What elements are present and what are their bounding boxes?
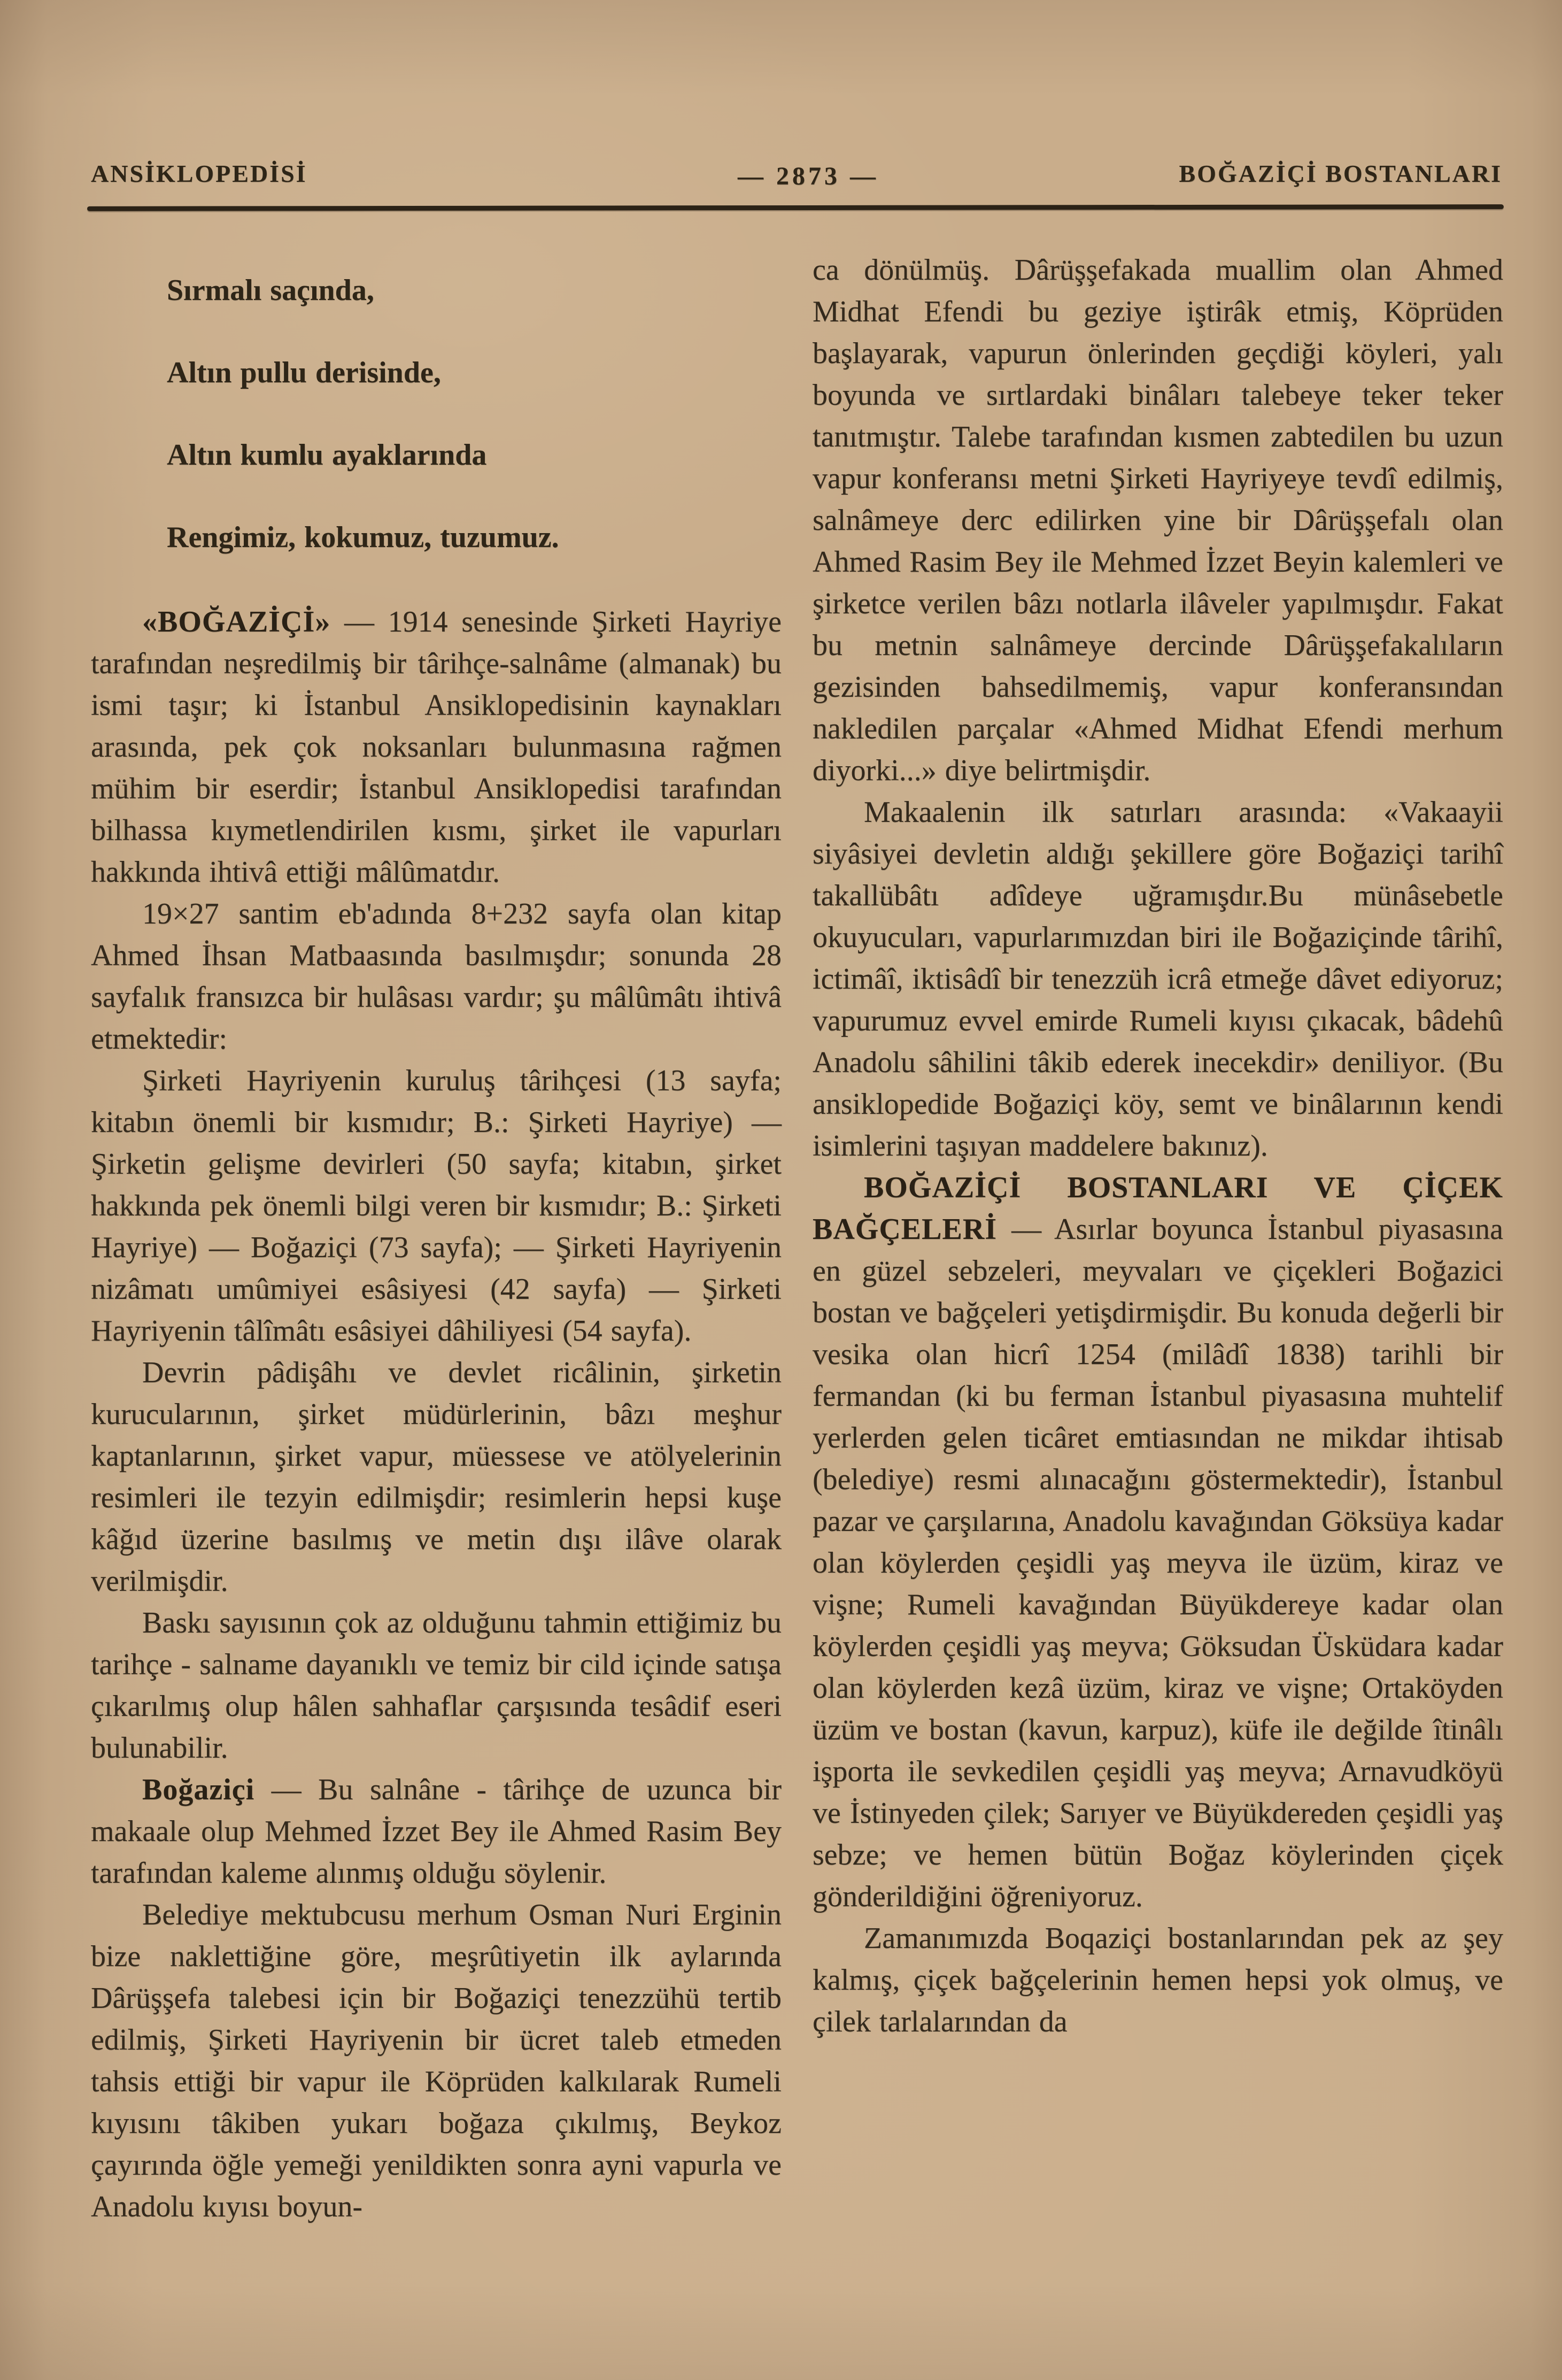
paragraph [91, 1352, 782, 1602]
paragraph-text: Zamanımızda Boqaziçi bostanlarından pek az şey kalmış, çiçek bağçelerinin hemen hepsi yok olmuş, ve çilek tarlalarından da [813, 1922, 1503, 2038]
paragraph-text: — Asırlar boyunca İstanbul piyasasına en güzel sebzeleri, meyvaları ve çiçekleri Boğazici bostan ve bağçeleri yetişdirmişdir. Bu konuda değerli bir vesika olan hicrî 1254 (milâdî 1838) tarihli bir fermandan (ki bu ferman İstanbul piyasasına muhtelif yerlerden gelen ticâret emtiasından ne mikdar ihtisab (belediye) resmi alınacağını göstermektedir), İstanbul pazar ve çarşılarına, Anadolu kavağından Göksüya kadar olan köylerden çeşidli yaş meyva ile üzüm, kiraz ve vişne; Rumeli kavağından Büyükdereye kadar olan köylerden çeşidli yaş meyva; Göksudan Üsküdara kadar olan köylerden kezâ üzüm, kiraz ve vişne; Ortaköyden üzüm ve bostan (kavun, karpuz), küfe ile değilde îtinâlı işporta ile sevkedilen çeşidli yaş meyva; Arnavudköyü ve İstinyeden çilek; Sarıyer ve Büyükdereden çeşidli yaş sebze; ve hemen bütün Boğaz köylerinden çiçek gönderildiğini öğreniyoruz. [813, 1213, 1503, 1913]
paragraph [91, 1894, 782, 2228]
paragraph-text: Şirketi Hayriyenin kuruluş târihçesi (13 sayfa; kitabın önemli bir kısmıdır; B.: Şirketi Hayriye) — Şirketin gelişme devirleri (50 sayfa; kitabın, şirket hakkında pek önemli bilgi veren bir kısmıdır; B.: Şirketi Hayriye) — Boğaziçi (73 sayfa); — Şirketi Hayriyenin nizâmatı umûmiyei esâsiyesi (42 sayfa) — Şirketi Hayriyenin tâlîmâtı esâsiyei dâhiliyesi (54 sayfa). [91, 1064, 782, 1347]
paragraph-text: — Bu salnâne - târihçe de uzunca bir makaale olup Mehmed İzzet Bey ile Ahmed Rasim Bey tarafından kaleme alınmış olduğu söylenir. [91, 1773, 782, 1890]
paragraph-text: 19×27 santim eb'adında 8+232 sayfa olan kitap Ahmed İhsan Matbaasında basılmışdır; sonunda 28 sayfalık fransızca bir hulâsası vardır; şu mâlûmâtı ihtivâ etmektedir: [91, 897, 782, 1056]
verse-line: Sırmalı saçında, [167, 274, 374, 307]
paragraph-text: ca dönülmüş. Dârüşşefakada muallim olan Ahmed Midhat Efendi bu geziye iştirâk etmiş, Köprüden başlayarak, vapurun önlerinden geçdiği köyleri, yalı boyunda ve sırtlardaki binâları talebeye teker teker tanıtmıştır. Talebe tarafından kısmen zabtedilen bu uzun vapur konferansı metni Şirketi Hayriyeye tevdî edilmiş, salnâmeye derc edilirken yine bir Dârüşşefalı olan Ahmed Rasim Bey ile Mehmed İzzet Beyin kalemleri ve şirketce verilen bâzı notlarla ilâveler yapılmışdır. Fakat bu metnin salnâmeye dercinde Dârüşşefakalıların gezisinden bahsedilmemiş, vapur konferansından nakledilen parçalar «Ahmed Midhat Efendi merhum diyorki...» diye belirtmişdir. [813, 253, 1503, 787]
verse-block [167, 249, 782, 579]
entry-title: BOĞAZİÇİ BOSTANLARI VE ÇİÇEK BAĞÇELERİ [813, 1171, 1503, 1246]
paragraph [813, 1917, 1503, 2043]
sub-entry-title: Boğaziçi [142, 1773, 255, 1806]
left-column [91, 249, 782, 2228]
paragraph [91, 601, 782, 893]
right-column [813, 249, 1503, 2228]
entry-title: «BOĞAZİÇİ» [142, 605, 331, 638]
paragraph [91, 893, 782, 1060]
verse-line: Rengimiz, kokumuz, tuzumuz. [167, 521, 559, 554]
paragraph-text: Devrin pâdişâhı ve devlet ricâlinin, şirketin kurucularının, şirket müdürlerinin, bâzı meşhur kaptanlarının, şirket vapur, müessese ve atölyelerinin resimleri ile tezyin edilmişdir; resimlerin hepsi kuşe kâğıd üzerine basılmış ve metin dışı ilâve olarak verilmişdir. [91, 1356, 782, 1598]
text-columns [91, 249, 1503, 2228]
header-rule [87, 204, 1504, 211]
paragraph [91, 1602, 782, 1769]
verse-line: Altın kumlu ayaklarında [167, 438, 487, 472]
running-head-left: ANSİKLOPEDİSİ [91, 160, 307, 187]
paragraph [813, 1167, 1503, 1917]
paragraph [813, 249, 1503, 791]
paragraph-text: Belediye mektubcusu merhum Osman Nuri Erginin bize naklettiğine göre, meşrûtiyetin ilk aylarında Dârüşşefa talebesi için bir Boğaziçi tenezzühü tertib edilmiş, Şirketi Hayriyenin bir ücret taleb etmeden tahsis ettiği bir vapur ile Köprüden kalkılarak Rumeli kıyısını tâkiben yukarı boğaza çıkılmış, Beykoz çayırında öğle yemeği yenildikten sonra ayni vapurla ve Anadolu kıyısı boyun- [91, 1898, 782, 2223]
paragraph-text: — 1914 senesinde Şirketi Hayriye tarafından neşredilmiş bir târihçe-salnâme (almanak) bu ismi taşır; ki İstanbul Ansiklopedisinin kaynakları arasında, pek çok noksanları bulunmasına rağmen mühim bir eserdir; İstanbul Ansiklopedisi tarafından bilhassa kıymetlendirilen kısmı, şirket ile vapurları hakkında ihtivâ ettiği mâlûmatdır. [91, 605, 782, 889]
paragraph-text: Baskı sayısının çok az olduğunu tahmin ettiğimiz bu tarihçe - salname dayanıklı ve temiz bir cild içinde satışa çıkarılmış olup hâlen sahhaflar çarşısında tesâdif eseri bulunabilir. [91, 1606, 782, 1765]
paragraph [91, 1060, 782, 1352]
running-head [91, 159, 1502, 197]
paragraph [813, 791, 1503, 1167]
running-head-right: BOĞAZİÇİ BOSTANLARI [1179, 160, 1502, 187]
paragraph [91, 1769, 782, 1894]
page-number: — 2873 — [738, 162, 879, 190]
paragraph-text: Makaalenin ilk satırları arasında: «Vakaayii siyâsiyei devletin aldığı şekillere göre Boğaziçi tarihî takallübâtı adîdeye uğramışdır.Bu münâsebetle okuyucuları, vapurlarımızdan biri ile Boğaziçinde târihî, ictimâî, iktisâdî bir tenezzüh icrâ etmeğe dâvet ediyoruz; vapurumuz evvel emirde Rumeli kıyısı çıkacak, bâdehû Anadolu sâhilini tâkib ederek inecekdir» deniliyor. (Bu ansiklopedide Boğaziçi köy, semt ve binâlarının kendi isimlerini taşıyan maddelere bakınız). [813, 796, 1503, 1162]
verse-line: Altın pullu derisinde, [167, 356, 441, 389]
